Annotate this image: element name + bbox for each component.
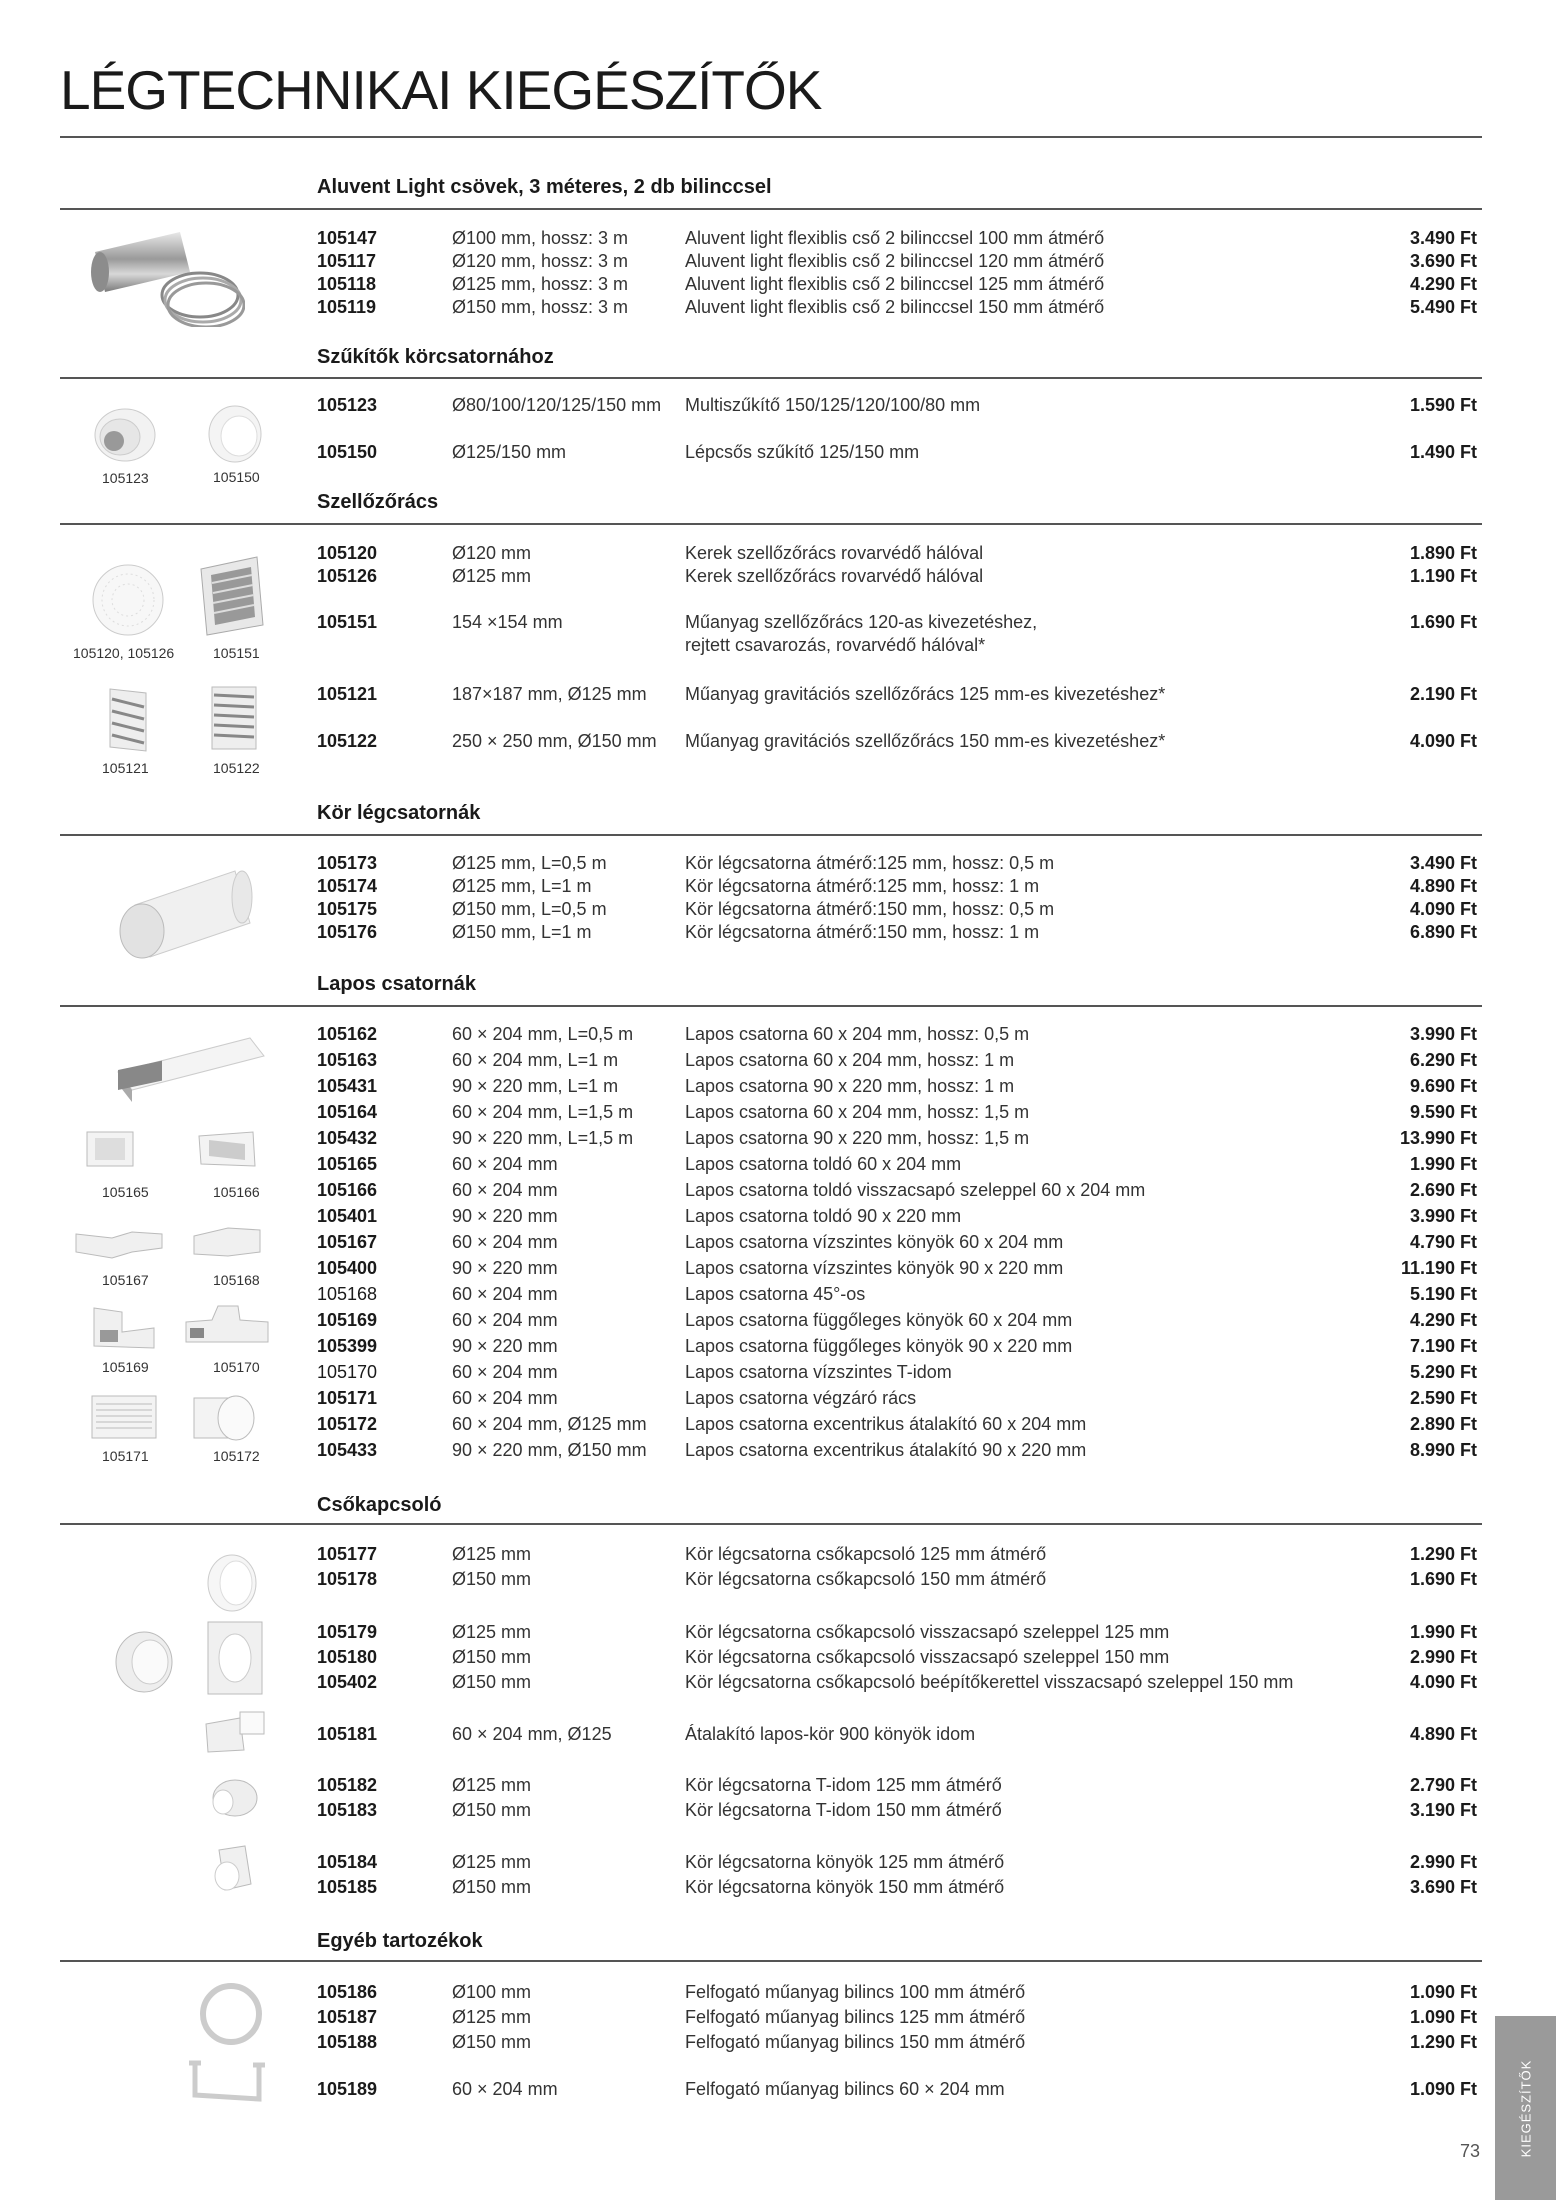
product-description: Lépcsős szűkítő 125/150 mm — [685, 442, 920, 462]
caption-105168: 105168 — [213, 1272, 260, 1288]
product-price: 11.190 Ft — [1400, 1258, 1477, 1278]
product-row — [317, 1283, 1477, 1306]
caption-105167: 105167 — [102, 1272, 149, 1288]
product-description: Lapos csatorna függőleges könyök 60 x 204 mm — [685, 1310, 1073, 1330]
product-dimensions: Ø100 mm, hossz: 3 m — [452, 228, 629, 248]
flat-45-image — [190, 1222, 265, 1262]
product-description: Lapos csatorna 90 x 220 mm, hossz: 1,5 m — [685, 1128, 1030, 1148]
product-row — [317, 683, 1477, 706]
product-price: 1.990 Ft — [1409, 1154, 1477, 1174]
product-dimensions: 90 × 220 mm, Ø150 mm — [452, 1440, 647, 1460]
gravity-grille-125-image — [102, 685, 154, 755]
caption-105122: 105122 — [213, 760, 260, 776]
product-dimensions: 250 × 250 mm, Ø150 mm — [452, 731, 657, 751]
product-row — [317, 542, 1477, 565]
product-description: Lapos csatorna függőleges könyök 90 x 220 mm — [685, 1336, 1073, 1356]
section-divider — [60, 377, 1482, 379]
product-code: 105147 — [317, 228, 378, 248]
product-dimensions: Ø120 mm — [452, 543, 532, 563]
product-price: 5.190 Ft — [1409, 1284, 1477, 1304]
product-dimensions: Ø125 mm, L=0,5 m — [452, 853, 607, 873]
section-divider — [60, 834, 1482, 836]
product-dimensions: 60 × 204 mm — [452, 1284, 558, 1304]
product-description: Kör légcsatorna csőkapcsoló beépítőkerettel visszacsapó szeleppel 150 mm — [685, 1672, 1294, 1692]
product-row — [317, 1205, 1477, 1228]
product-description: Kör légcsatorna csőkapcsoló visszacsapó szeleppel 125 mm — [685, 1622, 1170, 1642]
product-description: Aluvent light flexiblis cső 2 bilinccsel 125 mm átmérő — [685, 274, 1105, 294]
product-row — [317, 1413, 1477, 1436]
product-description: Lapos csatorna 45°-os — [685, 1284, 866, 1304]
product-code: 105150 — [317, 442, 378, 462]
product-code: 105119 — [317, 297, 377, 317]
product-dimensions: Ø150 mm — [452, 1877, 532, 1897]
product-code: 105184 — [317, 1852, 378, 1872]
product-row — [317, 1101, 1477, 1124]
product-price: 4.290 Ft — [1409, 1310, 1477, 1330]
step-reducer-image — [205, 402, 265, 467]
page-title: LÉGTECHNIKAI KIEGÉSZÍTŐK — [60, 59, 822, 121]
product-dimensions: Ø150 mm, L=0,5 m — [452, 899, 607, 919]
product-code: 105183 — [317, 1800, 378, 1820]
product-row — [317, 1127, 1477, 1150]
product-dimensions: 187×187 mm, Ø125 mm — [452, 684, 647, 704]
product-row — [317, 1621, 1477, 1644]
flexible-pipe-image — [85, 222, 245, 327]
product-description: Kör légcsatorna csőkapcsoló visszacsapó szeleppel 150 mm — [685, 1647, 1170, 1667]
product-row — [317, 1543, 1477, 1566]
product-dimensions: 60 × 204 mm, Ø125 mm — [452, 1414, 647, 1434]
product-price: 3.190 Ft — [1409, 1800, 1477, 1820]
product-description: Lapos csatorna toldó 90 x 220 mm — [685, 1206, 962, 1226]
product-row — [317, 296, 1477, 319]
product-dimensions: 60 × 204 mm — [452, 1154, 558, 1174]
product-code: 105117 — [317, 251, 377, 271]
product-code: 105400 — [317, 1258, 378, 1278]
product-row — [317, 2006, 1477, 2029]
flat-eccentric-adapter-image — [190, 1390, 260, 1444]
product-dimensions: 90 × 220 mm, L=1 m — [452, 1076, 619, 1096]
product-description: Lapos csatorna excentrikus átalakító 60 x 204 mm — [685, 1414, 1087, 1434]
product-row — [317, 273, 1477, 296]
product-dimensions: 60 × 204 mm — [452, 1180, 558, 1200]
product-code: 105164 — [317, 1102, 378, 1122]
caption-105172: 105172 — [213, 1448, 260, 1464]
product-row — [317, 1851, 1477, 1874]
product-code: 105166 — [317, 1180, 378, 1200]
product-price: 3.990 Ft — [1409, 1206, 1477, 1226]
product-code: 105169 — [317, 1310, 378, 1330]
product-row — [317, 1774, 1477, 1797]
product-code: 105162 — [317, 1024, 378, 1044]
flat-t-piece-image — [182, 1302, 272, 1347]
product-code: 105151 — [317, 612, 378, 632]
product-code: 105170 — [317, 1362, 378, 1382]
product-price: 2.790 Ft — [1409, 1775, 1477, 1795]
product-price: 4.290 Ft — [1409, 274, 1477, 294]
flat-round-adapter-image — [200, 1708, 270, 1756]
product-code: 105185 — [317, 1877, 378, 1897]
product-dimensions: Ø125 mm, L=1 m — [452, 876, 592, 896]
product-code: 105431 — [317, 1076, 378, 1096]
section-divider — [60, 208, 1482, 210]
product-row — [317, 2078, 1477, 2101]
product-row — [317, 1075, 1477, 1098]
clamp-flat-image — [185, 2055, 270, 2107]
product-code: 105432 — [317, 1128, 378, 1148]
product-row — [317, 394, 1477, 417]
product-code: 105399 — [317, 1336, 378, 1356]
product-row — [317, 611, 1477, 657]
product-price: 3.990 Ft — [1409, 1024, 1477, 1044]
product-dimensions: Ø125 mm — [452, 566, 532, 586]
product-row — [317, 921, 1477, 944]
product-description: Multiszűkítő 150/125/120/100/80 mm — [685, 395, 981, 415]
product-description: Kör légcsatorna csőkapcsoló 125 mm átmérő — [685, 1544, 1047, 1564]
product-row — [317, 1309, 1477, 1332]
product-code: 105172 — [317, 1414, 378, 1434]
product-row — [317, 565, 1477, 588]
product-row — [317, 730, 1477, 753]
product-row — [317, 1671, 1477, 1694]
product-dimensions: Ø150 mm — [452, 1672, 532, 1692]
product-code: 105186 — [317, 1982, 378, 2002]
product-dimensions: Ø150 mm — [452, 2032, 532, 2052]
round-grille-image — [90, 562, 166, 638]
product-row — [317, 1231, 1477, 1254]
product-price: 9.590 Ft — [1409, 1102, 1477, 1122]
product-price: 1.290 Ft — [1409, 1544, 1477, 1564]
section-title: Csőkapcsoló — [317, 1494, 442, 1516]
product-code: 105189 — [317, 2079, 378, 2099]
product-code: 105175 — [317, 899, 378, 919]
product-price: 1.690 Ft — [1409, 1569, 1477, 1589]
product-price: 5.490 Ft — [1409, 297, 1477, 317]
product-dimensions: Ø80/100/120/125/150 mm — [452, 395, 662, 415]
product-description: Átalakító lapos-kör 900 könyök idom — [685, 1724, 976, 1744]
product-code: 105402 — [317, 1672, 378, 1692]
product-code: 105126 — [317, 566, 378, 586]
product-dimensions: Ø150 mm, hossz: 3 m — [452, 297, 629, 317]
product-price: 6.290 Ft — [1409, 1050, 1477, 1070]
product-code: 105181 — [317, 1724, 378, 1744]
product-code: 105118 — [317, 274, 377, 294]
product-code: 105174 — [317, 876, 378, 896]
product-price: 9.690 Ft — [1409, 1076, 1477, 1096]
product-code: 105177 — [317, 1544, 378, 1564]
product-price: 4.790 Ft — [1409, 1232, 1477, 1252]
product-dimensions: Ø125 mm — [452, 1852, 532, 1872]
product-code: 105182 — [317, 1775, 378, 1795]
clamp-round-image — [196, 1978, 266, 2050]
product-price: 1.990 Ft — [1409, 1622, 1477, 1642]
caption-105165: 105165 — [102, 1184, 149, 1200]
product-code: 105165 — [317, 1154, 378, 1174]
caption-105169: 105169 — [102, 1359, 149, 1375]
product-price: 3.490 Ft — [1409, 228, 1477, 248]
product-price: 3.690 Ft — [1409, 251, 1477, 271]
product-description: Műanyag szellőzőrács 120-as kivezetéshez, rejtett csavarozás, rovarvédő hálóval* — [685, 612, 1038, 655]
product-row — [317, 1439, 1477, 1462]
product-code: 105120 — [317, 543, 378, 563]
product-row — [317, 1153, 1477, 1176]
product-code: 105167 — [317, 1232, 378, 1252]
caption-105151: 105151 — [213, 645, 260, 661]
product-description: Lapos csatorna excentrikus átalakító 90 x 220 mm — [685, 1440, 1087, 1460]
caption-105150: 105150 — [213, 469, 260, 485]
product-description: Lapos csatorna végzáró rács — [685, 1388, 917, 1408]
product-description: Kör légcsatorna könyök 150 mm átmérő — [685, 1877, 1005, 1897]
product-code: 105176 — [317, 922, 378, 942]
product-row — [317, 1981, 1477, 2004]
product-code: 105122 — [317, 731, 378, 751]
product-dimensions: 60 × 204 mm, L=1,5 m — [452, 1102, 634, 1122]
coupler-frame-valve-image — [200, 1618, 270, 1698]
flat-duct-image — [110, 1032, 270, 1110]
product-row — [317, 227, 1477, 250]
section-title: Aluvent Light csövek, 3 méteres, 2 db bilinccsel — [317, 176, 772, 198]
product-dimensions: 90 × 220 mm — [452, 1206, 558, 1226]
product-dimensions: Ø125/150 mm — [452, 442, 567, 462]
caption-105121: 105121 — [102, 760, 149, 776]
product-code: 105121 — [317, 684, 378, 704]
product-description: Kör légcsatorna átmérő:125 mm, hossz: 0,5 m — [685, 853, 1055, 873]
section-divider — [60, 1523, 1482, 1525]
product-code: 105178 — [317, 1569, 378, 1589]
product-dimensions: 60 × 204 mm, L=0,5 m — [452, 1024, 634, 1044]
product-row — [317, 1568, 1477, 1591]
product-description: Műanyag gravitációs szellőzőrács 125 mm-es kivezetéshez* — [685, 684, 1166, 704]
section-divider — [60, 1005, 1482, 1007]
round-t-piece-image — [205, 1768, 265, 1824]
product-row — [317, 1049, 1477, 1072]
product-description: Lapos csatorna 60 x 204 mm, hossz: 1 m — [685, 1050, 1015, 1070]
product-price: 4.090 Ft — [1409, 731, 1477, 751]
product-dimensions: 90 × 220 mm — [452, 1258, 558, 1278]
product-dimensions: Ø150 mm — [452, 1569, 532, 1589]
product-description: Lapos csatorna toldó 60 x 204 mm — [685, 1154, 962, 1174]
product-row — [317, 898, 1477, 921]
product-row — [317, 2031, 1477, 2054]
product-price: 2.690 Ft — [1409, 1180, 1477, 1200]
product-dimensions: Ø125 mm — [452, 1775, 532, 1795]
product-code: 105188 — [317, 2032, 378, 2052]
product-description: Kör légcsatorna átmérő:125 mm, hossz: 1 m — [685, 876, 1040, 896]
product-dimensions: 90 × 220 mm — [452, 1336, 558, 1356]
product-description: Felfogató műanyag bilincs 100 mm átmérő — [685, 1982, 1026, 2002]
product-description: Lapos csatorna vízszintes könyök 90 x 220 mm — [685, 1258, 1064, 1278]
product-description: Kerek szellőzőrács rovarvédő hálóval — [685, 566, 984, 586]
flat-horizontal-elbow-image — [72, 1226, 167, 1260]
product-price: 7.190 Ft — [1409, 1336, 1477, 1356]
product-price: 1.690 Ft — [1409, 612, 1477, 632]
product-price: 8.990 Ft — [1409, 1440, 1477, 1460]
product-dimensions: Ø125 mm — [452, 1622, 532, 1642]
product-price: 1.190 Ft — [1409, 566, 1477, 586]
product-row — [317, 441, 1477, 464]
product-price: 2.990 Ft — [1409, 1647, 1477, 1667]
product-row — [317, 1257, 1477, 1280]
product-row — [317, 1387, 1477, 1410]
caption-105170: 105170 — [213, 1359, 260, 1375]
product-description: Kör légcsatorna T-idom 125 mm átmérő — [685, 1775, 1002, 1795]
product-dimensions: 60 × 204 mm — [452, 1232, 558, 1252]
product-price: 3.490 Ft — [1409, 853, 1477, 873]
product-description: Lapos csatorna toldó visszacsapó szeleppel 60 x 204 mm — [685, 1180, 1146, 1200]
product-dimensions: 60 × 204 mm — [452, 1362, 558, 1382]
product-dimensions: 60 × 204 mm, L=1 m — [452, 1050, 619, 1070]
flat-end-grille-image — [88, 1392, 160, 1442]
product-price: 6.890 Ft — [1409, 922, 1477, 942]
product-dimensions: Ø150 mm, L=1 m — [452, 922, 592, 942]
product-description: Felfogató műanyag bilincs 60 × 204 mm — [685, 2079, 1005, 2099]
product-description: Lapos csatorna vízszintes T-idom — [685, 1362, 952, 1382]
caption-105171: 105171 — [102, 1448, 149, 1464]
product-dimensions: Ø125 mm — [452, 1544, 532, 1564]
product-price: 1.490 Ft — [1409, 442, 1477, 462]
product-price: 1.090 Ft — [1409, 2079, 1477, 2099]
product-description: Aluvent light flexiblis cső 2 bilinccsel 120 mm átmérő — [685, 251, 1105, 271]
multi-reducer-image — [92, 405, 158, 465]
product-dimensions: Ø150 mm — [452, 1647, 532, 1667]
coupler-valve-image — [110, 1628, 178, 1696]
product-dimensions: Ø120 mm, hossz: 3 m — [452, 251, 629, 271]
product-dimensions: Ø150 mm — [452, 1800, 532, 1820]
product-price: 2.590 Ft — [1409, 1388, 1477, 1408]
product-row — [317, 852, 1477, 875]
section-title: Szűkítők körcsatornához — [317, 346, 554, 368]
round-elbow-image — [205, 1840, 265, 1896]
product-description: Kör légcsatorna átmérő:150 mm, hossz: 0,5 m — [685, 899, 1055, 919]
product-code: 105180 — [317, 1647, 378, 1667]
product-row — [317, 1361, 1477, 1384]
caption-105166: 105166 — [213, 1184, 260, 1200]
section-divider — [60, 523, 1482, 525]
product-dimensions: Ø125 mm — [452, 2007, 532, 2027]
product-description: Kör légcsatorna csőkapcsoló 150 mm átmérő — [685, 1569, 1047, 1589]
side-tab-label: KIEGÉSZÍTŐK — [1518, 2059, 1533, 2157]
product-price: 1.090 Ft — [1409, 1982, 1477, 2002]
product-row — [317, 1876, 1477, 1899]
product-row — [317, 1799, 1477, 1822]
product-description: Felfogató műanyag bilincs 150 mm átmérő — [685, 2032, 1026, 2052]
product-code: 105163 — [317, 1050, 378, 1070]
product-code: 105401 — [317, 1206, 378, 1226]
flat-vertical-elbow-image — [88, 1302, 160, 1352]
product-price: 4.890 Ft — [1409, 1724, 1477, 1744]
product-row — [317, 1646, 1477, 1669]
section-title: Egyéb tartozékok — [317, 1930, 483, 1952]
product-price: 1.090 Ft — [1409, 2007, 1477, 2027]
product-price: 1.890 Ft — [1409, 543, 1477, 563]
product-description: Lapos csatorna 60 x 204 mm, hossz: 1,5 m — [685, 1102, 1030, 1122]
coupler-image — [200, 1552, 264, 1614]
product-description: Műanyag gravitációs szellőzőrács 150 mm-es kivezetéshez* — [685, 731, 1166, 751]
section-title: Szellőzőrács — [317, 491, 439, 513]
product-row — [317, 875, 1477, 898]
product-dimensions: 60 × 204 mm, Ø125 — [452, 1724, 612, 1744]
product-dimensions: Ø125 mm, hossz: 3 m — [452, 274, 629, 294]
product-description: Lapos csatorna 60 x 204 mm, hossz: 0,5 m — [685, 1024, 1030, 1044]
product-dimensions: Ø100 mm — [452, 1982, 532, 2002]
round-duct-image — [110, 865, 260, 965]
product-code: 105123 — [317, 395, 378, 415]
product-description: Lapos csatorna 90 x 220 mm, hossz: 1 m — [685, 1076, 1015, 1096]
product-description: Felfogató műanyag bilincs 125 mm átmérő — [685, 2007, 1026, 2027]
product-price: 4.090 Ft — [1409, 899, 1477, 919]
caption-105123: 105123 — [102, 470, 149, 486]
product-description: Lapos csatorna vízszintes könyök 60 x 204 mm — [685, 1232, 1064, 1252]
flat-joiner-image — [83, 1128, 138, 1170]
product-code: 105179 — [317, 1622, 378, 1642]
product-code: 105171 — [317, 1388, 378, 1408]
product-dimensions: 90 × 220 mm, L=1,5 m — [452, 1128, 634, 1148]
product-row — [317, 1723, 1477, 1746]
product-price: 4.090 Ft — [1409, 1672, 1477, 1692]
caption-105120-105126: 105120, 105126 — [73, 645, 175, 661]
product-description: Aluvent light flexiblis cső 2 bilinccsel 150 mm átmérő — [685, 297, 1105, 317]
product-description: Kör légcsatorna könyök 125 mm átmérő — [685, 1852, 1005, 1872]
product-code: 105433 — [317, 1440, 378, 1460]
product-code: 105173 — [317, 853, 378, 873]
product-price: 1.590 Ft — [1409, 395, 1477, 415]
product-price: 1.290 Ft — [1409, 2032, 1477, 2052]
product-row — [317, 1023, 1477, 1046]
product-row — [317, 250, 1477, 273]
product-code: 105168 — [317, 1284, 378, 1304]
product-row — [317, 1179, 1477, 1202]
section-title: Lapos csatornák — [317, 973, 476, 995]
product-description: Kör légcsatorna átmérő:150 mm, hossz: 1 m — [685, 922, 1040, 942]
product-code: 105187 — [317, 2007, 378, 2027]
product-dimensions: 60 × 204 mm — [452, 2079, 558, 2099]
square-grille-image — [197, 555, 267, 637]
product-price: 4.890 Ft — [1409, 876, 1477, 896]
page-number: 73 — [1460, 2141, 1481, 2161]
section-title: Kör légcsatornák — [317, 802, 481, 824]
product-description: Kerek szellőzőrács rovarvédő hálóval — [685, 543, 984, 563]
flat-joiner-valve-image — [195, 1128, 260, 1170]
title-divider — [60, 136, 1482, 138]
product-price: 13.990 Ft — [1399, 1128, 1477, 1148]
product-price: 2.190 Ft — [1409, 684, 1477, 704]
product-price: 3.690 Ft — [1409, 1877, 1477, 1897]
section-divider — [60, 1960, 1482, 1962]
product-price: 5.290 Ft — [1409, 1362, 1477, 1382]
product-dimensions: 60 × 204 mm — [452, 1310, 558, 1330]
product-description: Aluvent light flexiblis cső 2 bilinccsel 100 mm átmérő — [685, 228, 1105, 248]
product-description: Kör légcsatorna T-idom 150 mm átmérő — [685, 1800, 1002, 1820]
product-price: 2.990 Ft — [1409, 1852, 1477, 1872]
product-price: 2.890 Ft — [1409, 1414, 1477, 1434]
product-dimensions: 60 × 204 mm — [452, 1388, 558, 1408]
product-dimensions: 154 ×154 mm — [452, 612, 563, 632]
gravity-grille-150-image — [206, 683, 262, 753]
product-row — [317, 1335, 1477, 1358]
